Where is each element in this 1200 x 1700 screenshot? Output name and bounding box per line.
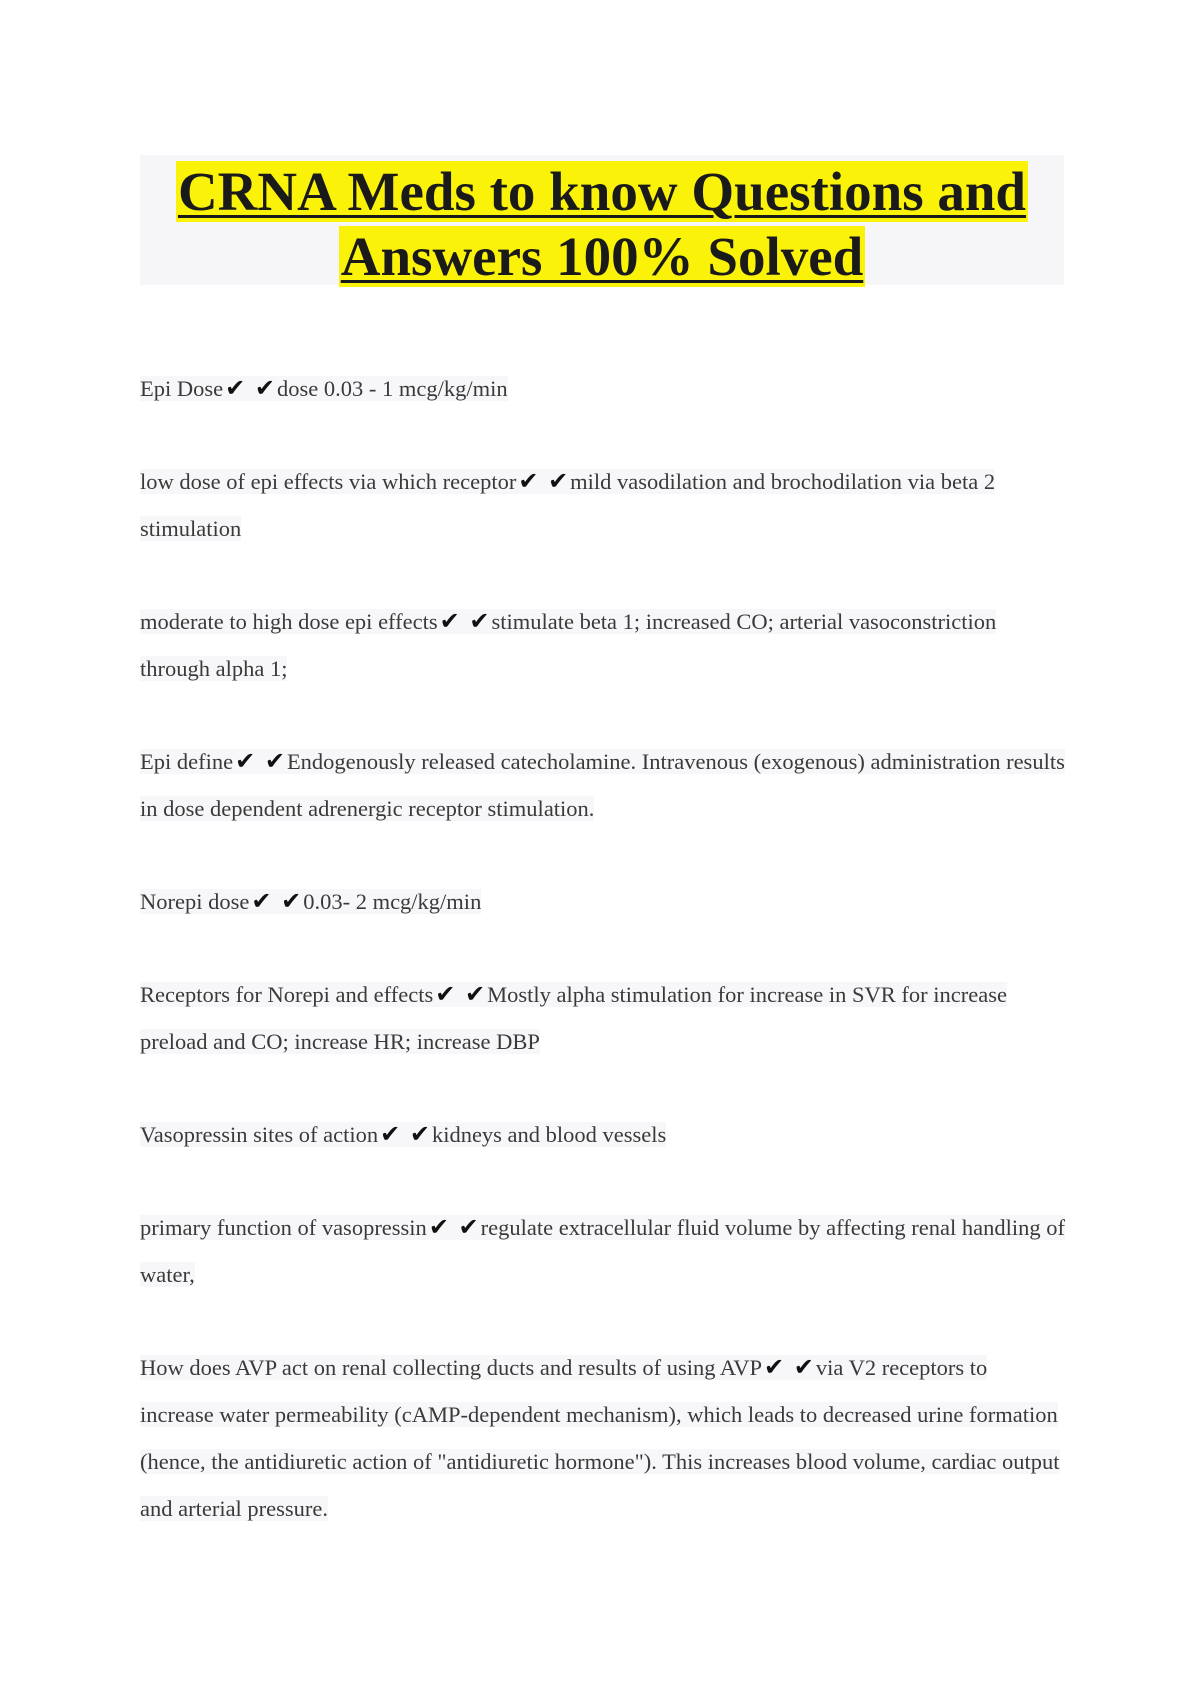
checkmark-icon: ✔ (435, 980, 456, 1008)
qa-item-text (140, 1355, 1060, 1521)
checkmark-icon: ✔ (793, 1353, 814, 1381)
question-text: low dose of epi effects via which receptor (140, 469, 517, 494)
question-text: Epi Dose (140, 376, 224, 401)
qa-item (140, 1204, 1065, 1298)
answer-text: 0.03- 2 mcg/kg/min (303, 889, 482, 914)
qa-item (140, 1344, 1065, 1532)
question-text: moderate to high dose epi effects (140, 609, 438, 634)
checkmark-icon: ✔ (235, 747, 256, 775)
qa-item (140, 738, 1065, 832)
checkmark-icon: ✔ (251, 887, 272, 915)
checkmark-icon: ✔ (518, 467, 539, 495)
qa-item-text (140, 609, 996, 681)
qa-item-text (140, 1215, 1065, 1287)
question-text: Receptors for Norepi and effects (140, 982, 434, 1007)
answer-text: mild vasodilation and brochodilation via beta 2 stimulation (140, 469, 996, 541)
qa-item-text (140, 1122, 666, 1147)
qa-list (140, 365, 1065, 1578)
qa-item (140, 458, 1065, 552)
checkmark-icon: ✔ (548, 467, 569, 495)
question-text: primary function of vasopressin (140, 1215, 427, 1240)
checkmark-icon: ✔ (428, 1213, 449, 1241)
question-text: Norepi dose (140, 889, 250, 914)
answer-text: stimulate beta 1; increased CO; arterial vasoconstriction through alpha 1; (140, 609, 997, 681)
answer-text: kidneys and blood vessels (431, 1122, 667, 1147)
checkmark-icon: ✔ (764, 1353, 785, 1381)
answer-text: via V2 receptors to increase water permeability (cAMP-dependent mechanism), which leads to decreased urine formation (hence, the antidiuretic action of "antidiuretic hormone"). This increases blood volume, cardiac output and arterial pressure. (140, 1355, 1060, 1521)
question-text: Epi define (140, 749, 234, 774)
qa-item (140, 1111, 1065, 1158)
qa-item-text (140, 469, 995, 541)
question-text: How does AVP act on renal collecting ducts and results of using AVP (140, 1355, 763, 1380)
checkmark-icon: ✔ (464, 980, 486, 1008)
checkmark-icon: ✔ (469, 607, 490, 635)
qa-item (140, 598, 1065, 692)
title-block (140, 155, 1064, 285)
qa-item (140, 878, 1065, 925)
answer-text: regulate extracellular fluid volume by affecting renal handling of water, (140, 1215, 1066, 1287)
qa-item-text (140, 376, 508, 401)
answer-text: dose 0.03 - 1 mcg/kg/min (276, 376, 508, 401)
checkmark-icon: ✔ (380, 1120, 401, 1148)
document-title (140, 155, 1064, 289)
checkmark-icon: ✔ (281, 887, 302, 915)
question-text: Vasopressin sites of action (140, 1122, 379, 1147)
title-line-1: CRNA Meds to know Questions and (177, 161, 1027, 222)
checkmark-icon: ✔ (439, 607, 460, 635)
qa-item-text (140, 889, 481, 914)
qa-item (140, 365, 1065, 412)
answer-text: Mostly alpha stimulation for increase in SVR for increase preload and CO; increase HR; increase DBP (140, 982, 1007, 1054)
checkmark-icon: ✔ (225, 374, 246, 402)
checkmark-icon: ✔ (264, 747, 285, 775)
qa-item-text (140, 749, 1065, 821)
checkmark-icon: ✔ (254, 374, 275, 402)
checkmark-icon: ✔ (409, 1120, 430, 1148)
qa-item-text (140, 982, 1007, 1054)
title-line-2: Answers 100% Solved (340, 226, 864, 287)
answer-text: Endogenously released catecholamine. Intravenous (exogenous) administration results in dose dependent adrenergic receptor stimulation. (140, 749, 1065, 821)
qa-item (140, 971, 1065, 1065)
checkmark-icon: ✔ (458, 1213, 479, 1241)
